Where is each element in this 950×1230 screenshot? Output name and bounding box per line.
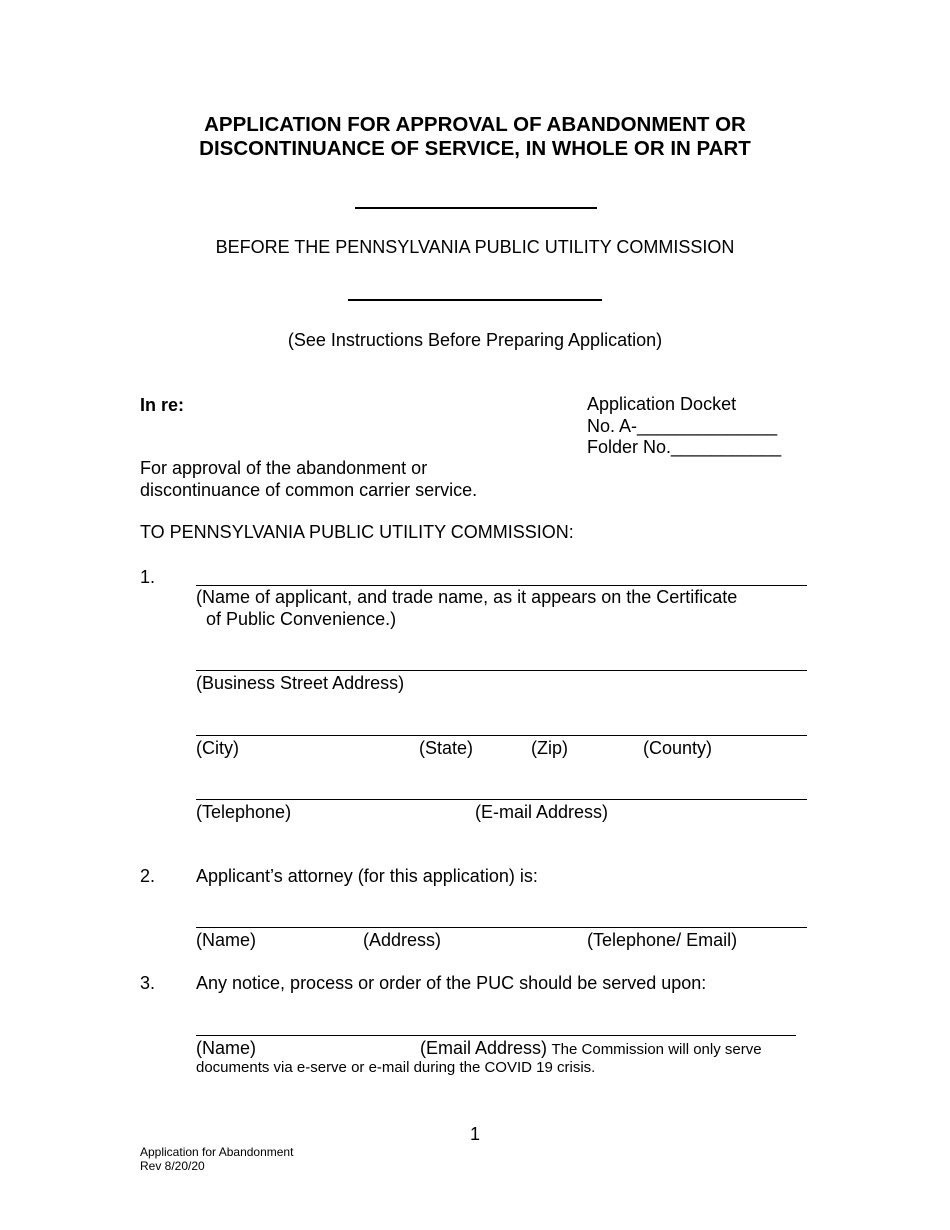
covid-note-line-1: The Commission will only serve (551, 1041, 762, 1058)
email-caption: (E-mail Address) (475, 802, 609, 822)
purpose-line-2: discontinuance of common carrier service. (140, 479, 478, 500)
zip-caption: (Zip) (531, 738, 568, 758)
item-2-number: 2. (140, 866, 156, 886)
state-caption: (State) (419, 738, 474, 758)
title-line-2: DISCONTINUANCE OF SERVICE, IN WHOLE OR IN PART (199, 137, 751, 160)
attorney-prompt: Applicant’s attorney (for this application) is: (196, 866, 538, 886)
divider-rule (355, 207, 597, 209)
before-commission-heading: BEFORE THE PENNSYLVANIA PUBLIC UTILITY COMMISSION (215, 237, 735, 257)
service-prompt: Any notice, process or order of the PUC should be served upon: (196, 973, 707, 993)
addressee: TO PENNSYLVANIA PUBLIC UTILITY COMMISSION: (140, 522, 574, 542)
business-address-caption: (Business Street Address) (196, 673, 405, 693)
service-email-caption-line (420, 1038, 762, 1060)
footer (140, 1145, 293, 1173)
footer-revision: Rev 8/20/20 (140, 1159, 205, 1173)
purpose-text (140, 458, 477, 501)
attorney-telephone-email-caption: (Telephone/ Email) (587, 930, 738, 950)
folder-number-field[interactable]: Folder No.___________ (587, 437, 782, 457)
business-address-field[interactable] (196, 670, 807, 671)
applicant-name-field[interactable] (196, 585, 807, 586)
attorney-address-caption: (Address) (363, 930, 442, 950)
city-state-zip-county-field[interactable] (196, 735, 807, 736)
item-1-number: 1. (140, 567, 156, 587)
docket-number-field[interactable]: No. A-______________ (587, 415, 778, 436)
caption-line-1: (Name of applicant, and trade name, as it appears on the Certificate (196, 587, 738, 607)
county-caption: (County) (643, 738, 713, 758)
purpose-line-1: For approval of the abandonment or (140, 458, 428, 478)
in-re-label: In re: (140, 395, 185, 415)
document-title (0, 113, 950, 161)
page-number: 1 (469, 1124, 480, 1144)
telephone-caption: (Telephone) (196, 802, 292, 822)
footer-form-name: Application for Abandonment (140, 1145, 294, 1159)
docket-block (587, 394, 781, 459)
city-caption: (City) (196, 738, 239, 758)
caption-line-2: of Public Convenience.) (206, 608, 397, 629)
applicant-name-caption (196, 587, 737, 630)
covid-note-line-2: documents via e-serve or e-mail during the COVID 19 crisis. (196, 1059, 596, 1076)
service-name-caption: (Name) (196, 1038, 257, 1058)
service-email-caption: (Email Address) (420, 1038, 548, 1058)
item-3-number: 3. (140, 973, 156, 993)
attorney-name-caption: (Name) (196, 930, 257, 950)
divider-rule (348, 299, 602, 301)
telephone-email-field[interactable] (196, 799, 807, 800)
service-contact-field[interactable] (196, 1035, 796, 1036)
docket-label: Application Docket (587, 394, 737, 414)
attorney-field[interactable] (196, 927, 807, 928)
instructions-note: (See Instructions Before Preparing Application) (287, 330, 663, 350)
title-line-1: APPLICATION FOR APPROVAL OF ABANDONMENT OR (204, 113, 746, 136)
